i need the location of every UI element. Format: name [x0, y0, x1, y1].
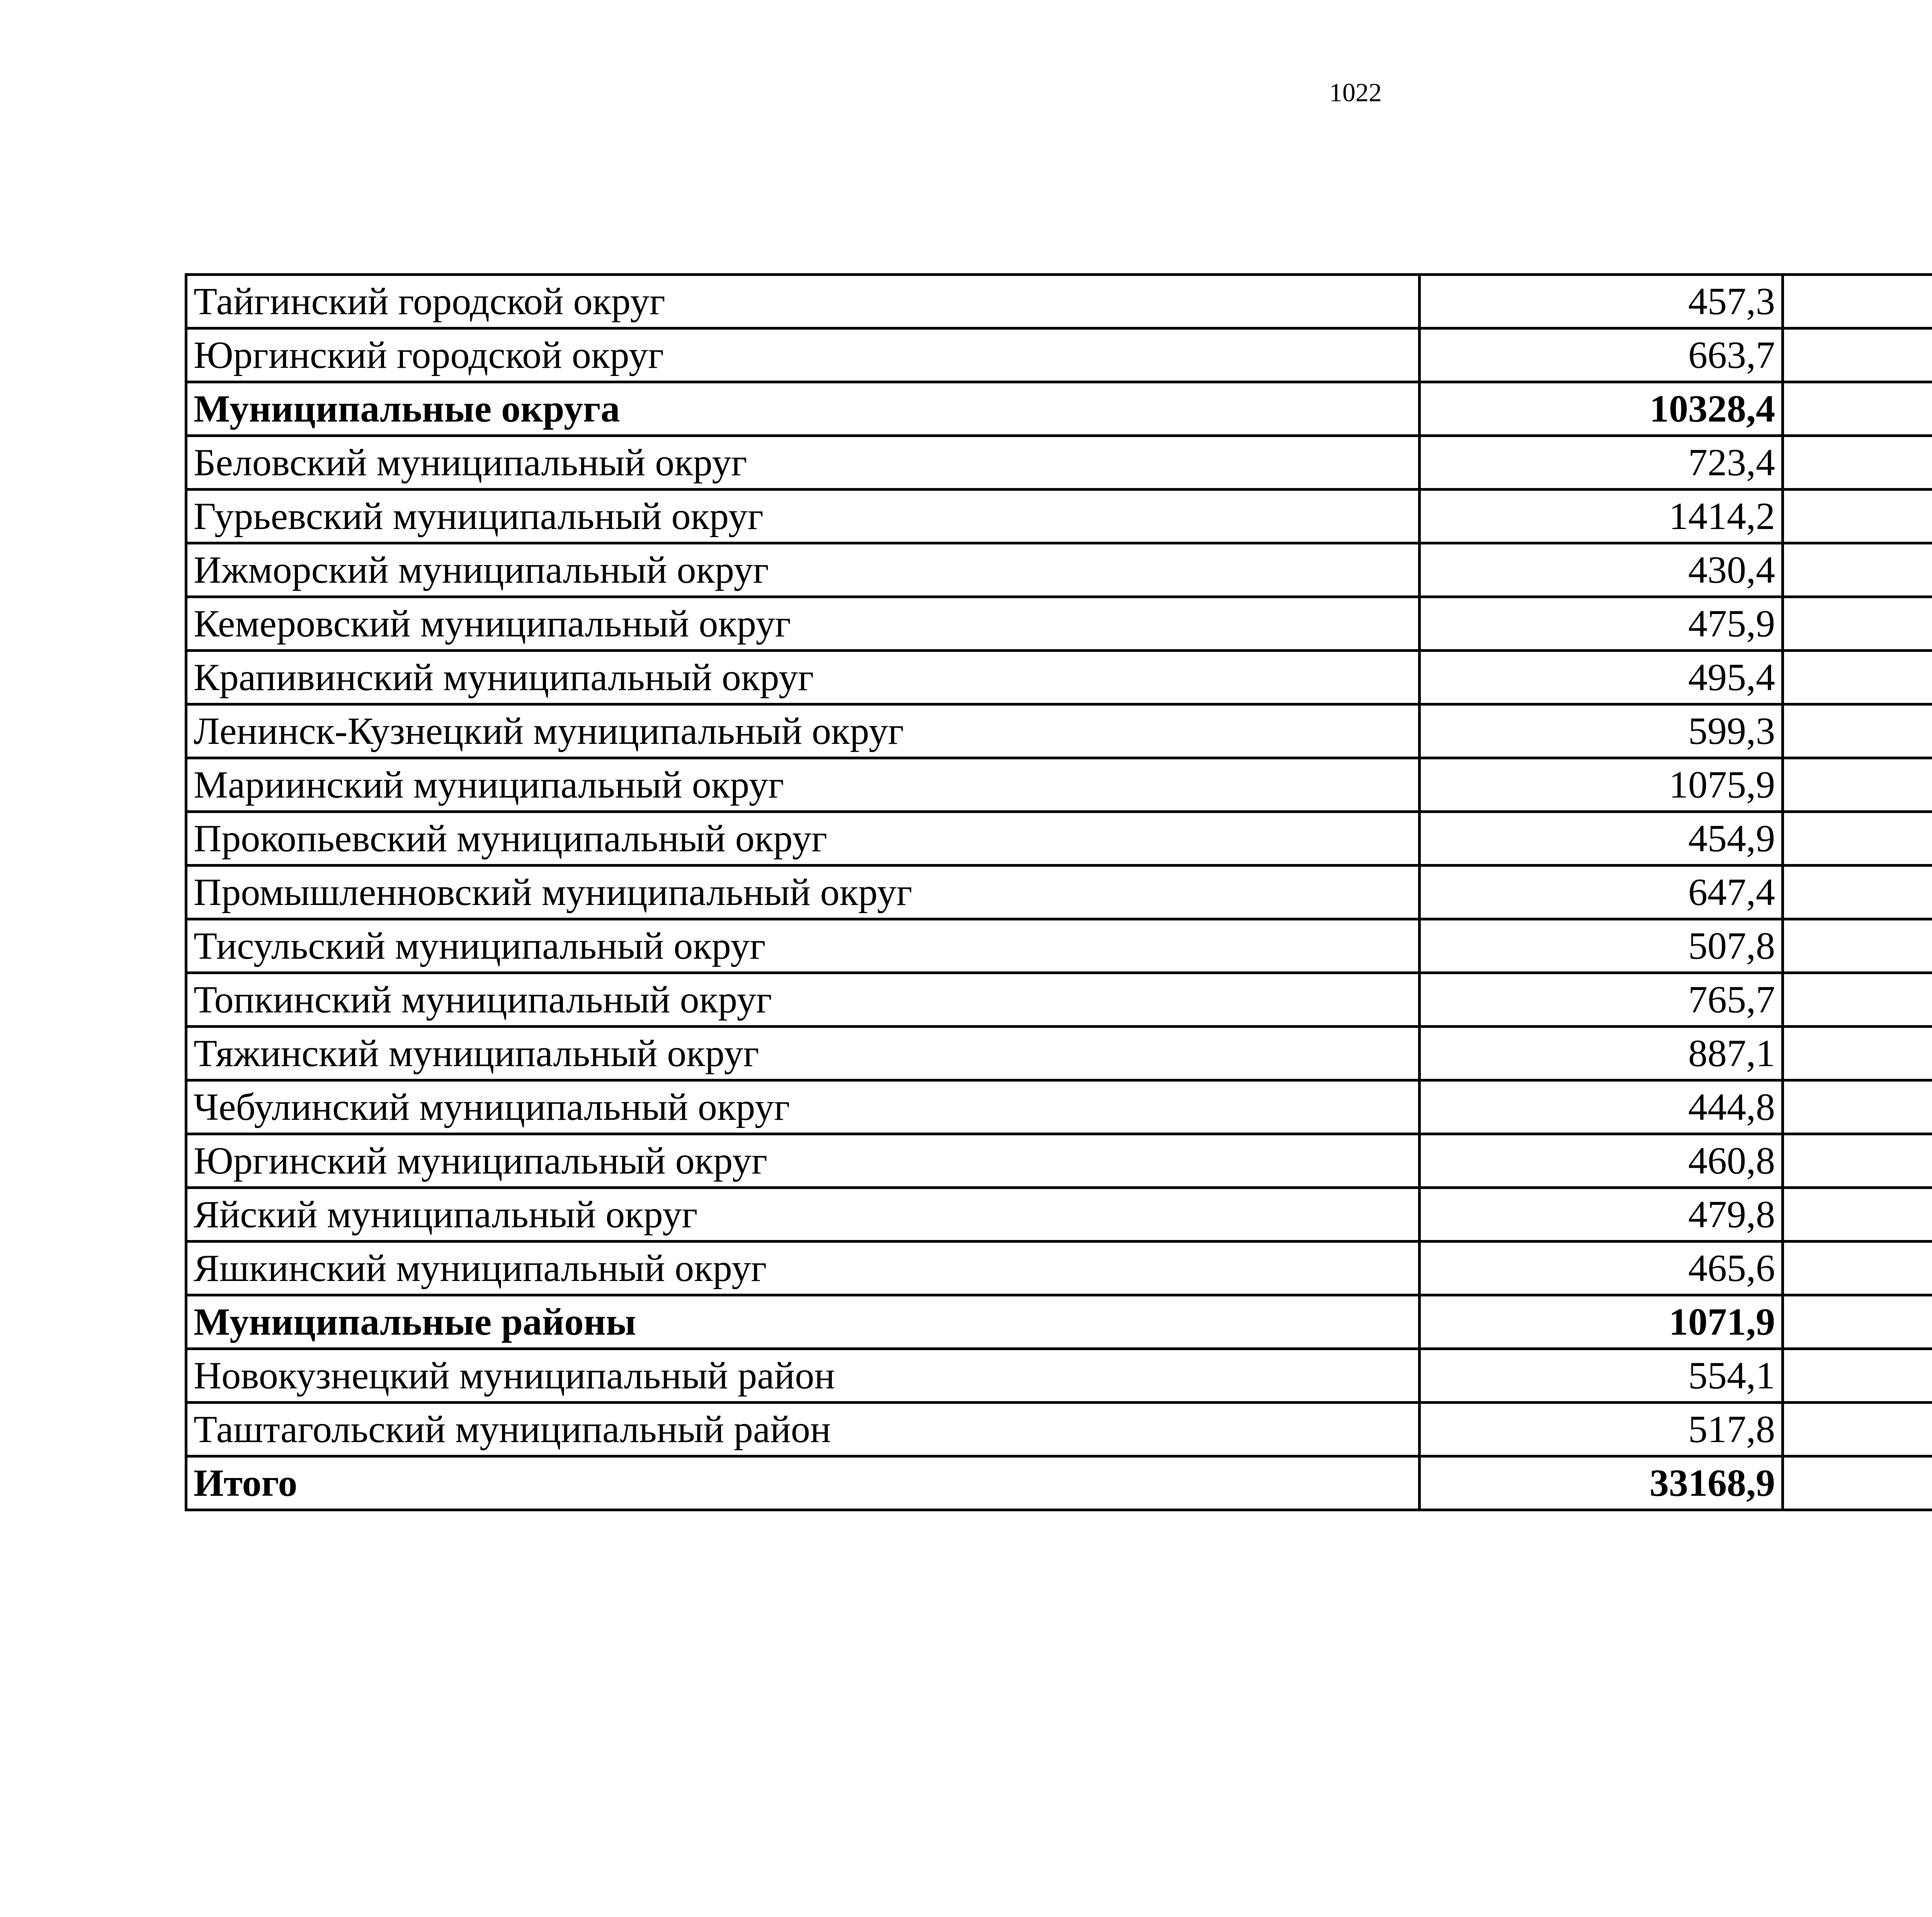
value-col-1-cell: 723,4: [1420, 436, 1783, 490]
table-row: [186, 490, 1932, 543]
value-col-2-cell: [1783, 866, 1932, 919]
value-col-1-cell: 495,4: [1420, 651, 1783, 704]
table-row: [186, 651, 1932, 704]
value-col-2-cell: [1783, 973, 1932, 1027]
municipality-name-cell: Новокузнецкий муниципальный район: [186, 1349, 1420, 1403]
value-col-2-cell: [1783, 919, 1932, 973]
table-row: [186, 866, 1932, 919]
municipality-name-cell: Крапивинский муниципальный округ: [186, 651, 1420, 704]
municipality-name-cell: Топкинский муниципальный округ: [186, 973, 1420, 1027]
value-col-1-cell: 507,8: [1420, 919, 1783, 973]
table-body: [186, 275, 1932, 1510]
municipality-name-cell: Муниципальные районы: [186, 1295, 1420, 1349]
municipality-name-cell: Таштагольский муниципальный район: [186, 1403, 1420, 1456]
table-row: [186, 919, 1932, 973]
municipality-name-cell: Тайгинский городской округ: [186, 275, 1420, 328]
municipality-name-cell: Чебулинский муниципальный округ: [186, 1080, 1420, 1134]
municipality-name-cell: Кемеровский муниципальный округ: [186, 597, 1420, 651]
value-col-2-cell: [1783, 1242, 1932, 1295]
value-col-2-cell: [1783, 436, 1932, 490]
municipality-name-cell: Яшкинский муниципальный округ: [186, 1242, 1420, 1295]
municipality-name-cell: Ижморский муниципальный округ: [186, 543, 1420, 597]
value-col-2-cell: [1783, 1080, 1932, 1134]
table-row: [186, 758, 1932, 812]
value-col-2-cell: [1783, 275, 1932, 328]
value-col-2-cell: [1783, 758, 1932, 812]
value-col-2-cell: [1783, 1349, 1932, 1403]
value-col-2-cell: [1783, 1134, 1932, 1188]
value-col-2-cell: [1783, 328, 1932, 382]
page-number: 1022: [1329, 78, 1382, 107]
value-col-1-cell: 599,3: [1420, 704, 1783, 758]
value-col-2-cell: [1783, 382, 1932, 436]
value-col-2-cell: [1783, 597, 1932, 651]
value-col-2-cell: [1783, 704, 1932, 758]
table-row-total: [186, 1295, 1932, 1349]
table-row-total: [186, 1456, 1932, 1510]
municipality-name-cell: Промышленновский муниципальный округ: [186, 866, 1420, 919]
municipality-name-cell: Тисульский муниципальный округ: [186, 919, 1420, 973]
value-col-1-cell: 647,4: [1420, 866, 1783, 919]
municipality-name-cell: Ленинск-Кузнецкий муниципальный округ: [186, 704, 1420, 758]
table-row: [186, 1188, 1932, 1242]
table-row: [186, 704, 1932, 758]
table-row: [186, 543, 1932, 597]
value-col-1-cell: 454,9: [1420, 812, 1783, 866]
value-col-1-cell: 457,3: [1420, 275, 1783, 328]
value-col-1-cell: 1075,9: [1420, 758, 1783, 812]
value-col-2-cell: [1783, 1295, 1932, 1349]
municipality-name-cell: Гурьевский муниципальный округ: [186, 490, 1420, 543]
value-col-2-cell: [1783, 812, 1932, 866]
value-col-2-cell: [1783, 651, 1932, 704]
municipality-name-cell: Яйский муниципальный округ: [186, 1188, 1420, 1242]
table-row: [186, 1134, 1932, 1188]
value-col-2-cell: [1783, 1403, 1932, 1456]
value-col-2-cell: [1783, 1188, 1932, 1242]
value-col-1-cell: 465,6: [1420, 1242, 1783, 1295]
value-col-1-cell: 10328,4: [1420, 382, 1783, 436]
municipality-name-cell: Муниципальные округа: [186, 382, 1420, 436]
table-row: [186, 436, 1932, 490]
value-col-2-cell: [1783, 490, 1932, 543]
table-row: [186, 1027, 1932, 1080]
value-col-1-cell: 765,7: [1420, 973, 1783, 1027]
table-row: [186, 1403, 1932, 1456]
table-row: [186, 1349, 1932, 1403]
municipality-name-cell: Итого: [186, 1456, 1420, 1510]
value-col-1-cell: 1071,9: [1420, 1295, 1783, 1349]
value-col-1-cell: 33168,9: [1420, 1456, 1783, 1510]
table-row: [186, 328, 1932, 382]
table-row-total: [186, 382, 1932, 436]
value-col-1-cell: 479,8: [1420, 1188, 1783, 1242]
municipality-name-cell: Мариинский муниципальный округ: [186, 758, 1420, 812]
table-row: [186, 973, 1932, 1027]
municipality-name-cell: Прокопьевский муниципальный округ: [186, 812, 1420, 866]
table-row: [186, 812, 1932, 866]
budget-table: [185, 273, 1932, 1511]
value-col-1-cell: 663,7: [1420, 328, 1783, 382]
value-col-1-cell: 430,4: [1420, 543, 1783, 597]
value-col-2-cell: [1783, 1027, 1932, 1080]
value-col-2-cell: [1783, 1456, 1932, 1510]
table-row: [186, 1080, 1932, 1134]
value-col-1-cell: 517,8: [1420, 1403, 1783, 1456]
value-col-1-cell: 554,1: [1420, 1349, 1783, 1403]
municipality-name-cell: Беловский муниципальный округ: [186, 436, 1420, 490]
table-row: [186, 597, 1932, 651]
municipality-name-cell: Юргинский городской округ: [186, 328, 1420, 382]
value-col-2-cell: [1783, 543, 1932, 597]
value-col-1-cell: 444,8: [1420, 1080, 1783, 1134]
table-row: [186, 1242, 1932, 1295]
municipality-name-cell: Тяжинский муниципальный округ: [186, 1027, 1420, 1080]
value-col-1-cell: 475,9: [1420, 597, 1783, 651]
value-col-1-cell: 1414,2: [1420, 490, 1783, 543]
municipality-name-cell: Юргинский муниципальный округ: [186, 1134, 1420, 1188]
table-row: [186, 275, 1932, 328]
value-col-1-cell: 460,8: [1420, 1134, 1783, 1188]
value-col-1-cell: 887,1: [1420, 1027, 1783, 1080]
